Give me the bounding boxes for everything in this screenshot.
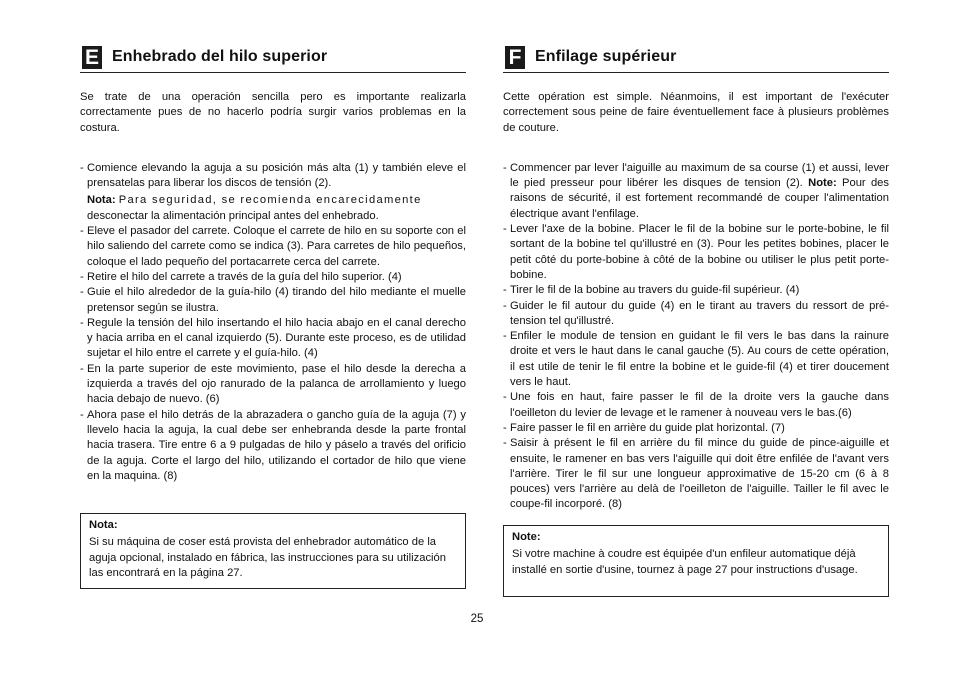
dash-bullet: - <box>503 421 507 434</box>
step-text: Guider le fil autour du guide (4) en le tirant au travers du ressort de pré-tension tel qu'illustré. <box>510 299 889 327</box>
step-text: Retire el hilo del carrete a través de la guía del hilo superior. (4) <box>87 270 402 283</box>
step-item <box>503 299 889 330</box>
section-title: Enfilage supérieur <box>535 48 677 65</box>
steps-list <box>503 161 889 513</box>
step-text: Regule la tensión del hilo insertando el hilo hacia abajo en el canal derecho y hacia arriba en el canal izquierdo (5). Durante este proceso, es de utilidad sujetar el hilo entre el carrete y el guía-hilo. (4) <box>87 316 466 360</box>
step-text: Une fois en haut, faire passer le fil de la droite vers la gauche dans l'oeilleton du levier de levage et le ramener à nouveau vers le bas.(6) <box>510 391 889 419</box>
section-header <box>80 44 466 73</box>
spanish-section <box>80 44 466 484</box>
dash-bullet: - <box>503 299 507 312</box>
step-note-label: Nota: <box>87 194 116 207</box>
dash-bullet: - <box>503 330 507 343</box>
step-text: Tirer le fil de la bobine au travers du guide-fil supérieur. (4) <box>510 284 800 297</box>
dash-bullet: - <box>80 225 84 238</box>
step-text: Guie el hilo alrededor de la guía-hilo (4) tirando del hilo mediante el muelle pretensor según se ilustra. <box>87 286 466 314</box>
step-item <box>503 329 889 390</box>
step-note-text-cont: desconectar la alimentación principal antes del enhebrado. <box>87 209 379 222</box>
dash-bullet: - <box>80 161 84 174</box>
dash-bullet: - <box>80 362 84 375</box>
step-text: En la parte superior de este movimiento, pase el hilo desde la derecha a izquierda a través del ojo ranurado de la palanca de arrollamiento y luego hacia debajo de nuevo. (6) <box>87 362 466 406</box>
step-item <box>503 161 889 222</box>
note-box <box>80 513 466 589</box>
section-letter-badge: E <box>82 46 102 69</box>
step-text: Saisir à présent le fil en arrière du fil mince du guide de pince-aiguille et ensuite, le ramener en bas vers l'aiguille qui doit être enfilée de l'avant vers l'arrière. Tirer le fil sur une longueur approximative de 15-20 cm (6 à 8 pouces) vers l'arrière au delà de l'oeilleton de l'aiguille. Tailler le fil avec le coupe-fil incorporé. (8) <box>510 437 889 511</box>
step-item <box>80 362 466 408</box>
step-item <box>80 161 466 224</box>
dash-bullet: - <box>503 284 507 297</box>
note-label: Nota: <box>89 519 118 531</box>
dash-bullet: - <box>503 161 507 174</box>
dash-bullet: - <box>503 223 507 236</box>
step-note-text: Pour des raisons de sécurité, il est fortement recommandé de couper l'alimentation électrique avant l'enfilage. <box>510 177 889 220</box>
dash-bullet: - <box>80 408 84 421</box>
dash-bullet: - <box>80 270 84 283</box>
step-text: Faire passer le fil en arrière du guide plat horizontal. (7) <box>510 421 785 434</box>
step-text: Ahora pase el hilo detrás de la abrazadera o gancho guía de la aguja (7) y llevelo hacia la aguja, la cual debe ser enhebranda desde la parte frontal hacia trasera. Tire entre 6 a 9 pulgadas de hilo y páselo a través del orificio de la aguja. Corte el largo del hilo, utilizando el cortador de hilo que viene en la maquina. (8) <box>87 408 466 482</box>
dash-bullet: - <box>503 391 507 404</box>
step-item <box>80 224 466 270</box>
note-label: Note: <box>512 531 541 543</box>
intro-paragraph: Se trate de una operación sencilla pero es importante realizarla correctamente pues de no hacerlo podría surgir varios problemas en la costura. <box>80 91 466 134</box>
step-item <box>80 285 466 316</box>
step-item <box>503 283 889 298</box>
dash-bullet: - <box>80 286 84 299</box>
steps-list <box>80 161 466 484</box>
step-text: Lever l'axe de la bobine. Placer le fil de la bobine sur le porte-bobine, le fil sortant de la bobine tel qu'illustré en (3). Pour les petites bobines, placer le petit côté du porte-bobine à côté de la bobine ou utiliser le plus petit porte-bobine. <box>510 223 889 281</box>
step-note-label: Note: <box>808 177 837 190</box>
section-header <box>503 44 889 73</box>
dash-bullet: - <box>80 316 84 329</box>
step-note-text: Para seguridad, se recomienda encarecidamente <box>118 194 422 207</box>
step-text: Enfiler le module de tension en guidant le fil vers le bas dans la rainure droite et vers le haut dans le canal gauche (5). Au cours de cette opération, il est utile de tenir le fil entre la bobine et le guide-fil (4) et tirer doucement vers le haut. <box>510 330 889 389</box>
step-item <box>80 316 466 362</box>
step-text: Comience elevando la aguja a su posición más alta (1) y también eleve el prensatelas para liberar los discos de tensión (2). <box>87 161 466 190</box>
dash-bullet: - <box>503 437 507 450</box>
intro-paragraph: Cette opération est simple. Néanmoins, il est important de l'exécuter correctement sous peine de faire éventuellement face à plusieurs problèmes de couture. <box>503 91 889 134</box>
note-text: Si votre machine à coudre est équipée d'un enfileur automatique déjà installé en sortie d'usine, tournez à page 27 pour instructions d'usage. <box>512 548 858 576</box>
step-item <box>503 390 889 421</box>
step-text: Commencer par lever l'aiguille au maximum de sa course (1) et aussi, lever le pied presseur pour libérer les disques de tension (2). <box>510 161 889 190</box>
step-item <box>503 436 889 512</box>
note-text: Si su máquina de coser está provista del enhebrador automático de la aguja opcional, instalado en fábrica, las instrucciones para su utilización las encontrará en la página 27. <box>89 536 446 579</box>
section-letter-badge: F <box>505 46 525 69</box>
note-box <box>503 525 889 597</box>
step-item <box>503 421 889 436</box>
step-safety-note <box>87 193 466 224</box>
french-section <box>503 44 889 513</box>
step-item <box>503 222 889 283</box>
page-number: 25 <box>470 613 484 625</box>
step-item <box>80 270 466 285</box>
step-item <box>80 408 466 484</box>
section-title: Enhebrado del hilo superior <box>112 48 328 65</box>
step-text: Eleve el pasador del carrete. Coloque el carrete de hilo en su soporte con el hilo saliendo del carrete como se indica (3). Para carretes de hilo pequeños, coloque el lado pequeño del portacarrete cerca del carrete. <box>87 225 466 268</box>
